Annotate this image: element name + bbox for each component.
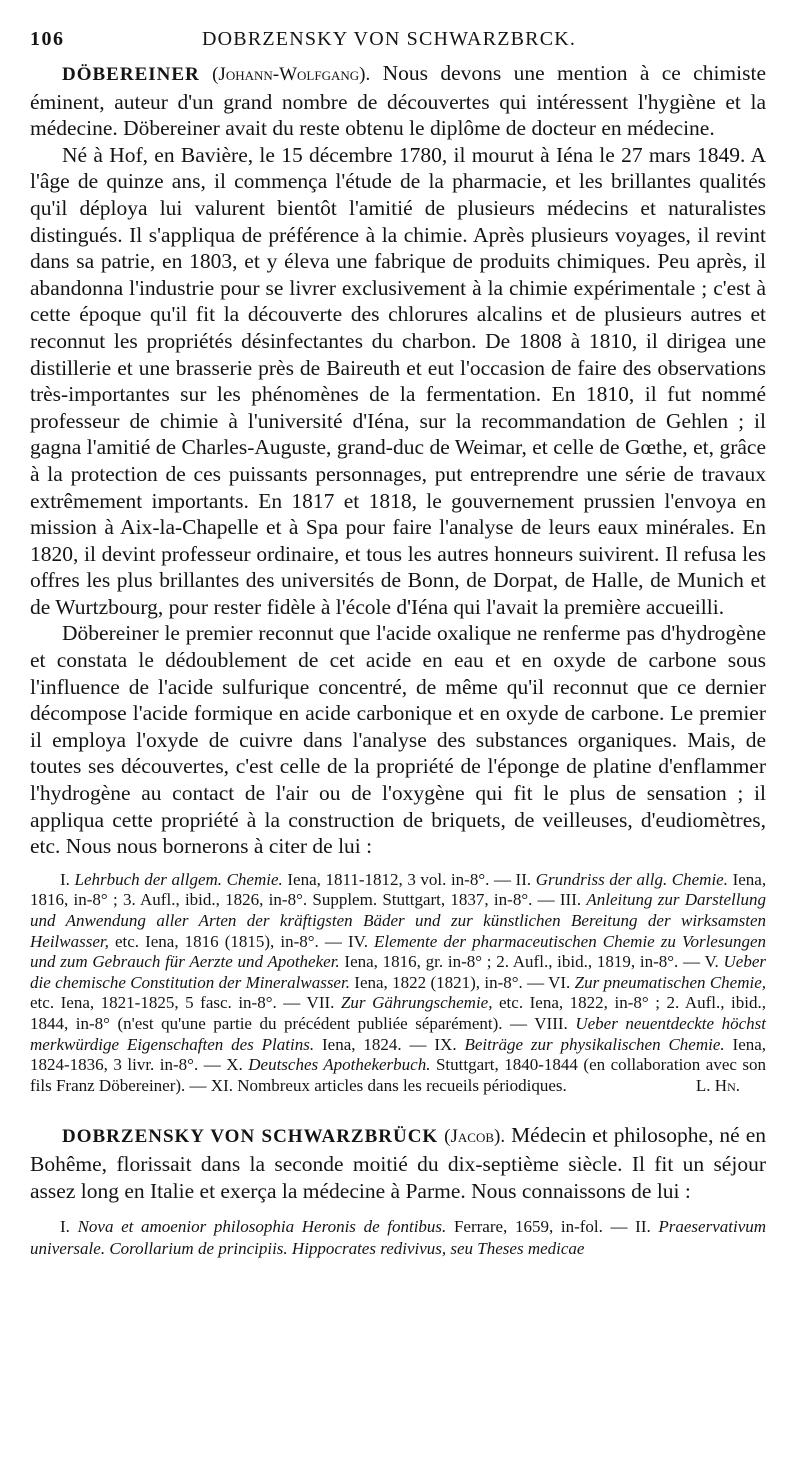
ref-details: Iena, 1816, gr. in-8° ; 2. Aufl., ibid., 1819, in-8°. — V.: [344, 952, 719, 972]
ref-title: Lehrbuch der allgem. Chemie.: [74, 869, 283, 889]
ref-title: Ueber neuentdeckte höchst merkwürdige Eigenschaften des Platins.: [30, 1013, 766, 1054]
ref-numeral: I.: [60, 1217, 70, 1237]
ref-title: Ueber die chemische Constitution der Mineralwasser.: [30, 952, 767, 992]
ref-title: Praeservativum universale. Corollarium de principiis. Hippocrates redivivus, seu Theses medicae: [30, 1217, 767, 1258]
document-page: [30, 18, 766, 1259]
ref-details: Iena, 1824-1836, 3 livr. in-8°. — X.: [30, 1034, 767, 1075]
ref-title: Anleitung zur Darstellung und Anwendung aller Arten der kräftigsten Bäder und zur künstlichen Bereitung der wirksamsten Heilwasser,: [30, 890, 766, 951]
ref-title: Grundriss der allg. Chemie.: [535, 869, 728, 889]
ref-details: Iena, 1816, in-8° ; 3. Aufl., ibid., 1826, in-8°. Supplem. Stuttgart, 1837, in-8°. — III.: [30, 869, 767, 910]
entry-headword: DÖBEREINER: [62, 64, 200, 85]
ref-title: Zur Gährungschemie,: [340, 993, 493, 1013]
entry-headword: DOBRZENSKY VON SCHWARZBRÜCK: [62, 1126, 439, 1148]
bibliography-dobereiner: [30, 870, 766, 1097]
entry-paragraph: Médecin et philosophe, né en Bohême, florissait dans la seconde moitié du dix-septième siècle. Il fit un séjour assez long en Italie et exerça la médecine à Parme. Nous connaissons de lui :: [30, 1123, 766, 1203]
ref-title: Beiträge zur physikalischen Chemie.: [464, 1034, 725, 1054]
ref-details: etc. Iena, 1822, in-8° ; 2. Aufl., ibid., 1844, in-8° (n'est qu'une partie du précédent publiée séparément). — VIII.: [30, 993, 766, 1033]
ref-details: Stuttgart, 1840-1844 (en collaboration avec son fils Franz Döbereiner). — XI. Nombreux articles dans les recueils périodiques.: [30, 1055, 767, 1095]
bibliography-dobrzensky: [30, 1216, 766, 1259]
entry-dobereiner: [30, 60, 766, 860]
entry-paragraph-1: Nous devons une mention à ce chimiste éminent, auteur d'un grand nombre de découvertes qui intéressent l'hygiène et la médecine. Döbereiner avait du reste obtenu le diplôme de docteur en médecine.: [30, 61, 766, 141]
ref-title: Deutsches Apothekerbuch.: [248, 1055, 431, 1075]
ref-title: Nova et amoenior philosophia Heronis de fontibus.: [77, 1217, 447, 1237]
ref-details: Iena, 1811-1812, 3 vol. in-8°. — II.: [287, 869, 532, 889]
author-signature: L. Hn.: [695, 1075, 740, 1095]
entry-paragraph-3: Döbereiner le premier reconnut que l'acide oxalique ne renferme pas d'hydrogène et constata le dédoublement de cet acide en eau et en oxyde de carbone sous l'influence de l'acide sulfurique concentré, de même qu'il reconnut que ce dernier décompose l'acide formique en acide carbonique et en oxyde de carbone. Le premier il employa l'oxyde de cuivre dans l'analyse des substances organiques. Mais, de toutes ses découvertes, c'est celle de la propriété de l'éponge de platine d'enflammer l'hydrogène au contact de l'air ou de l'oxygène qui fit le plus de sensation ; il appliqua cette propriété à la construction de briquets, de veilleuses, d'eudiomètres, etc. Nous nous bornerons à citer de lui :: [30, 621, 766, 859]
ref-numeral: I.: [60, 869, 70, 889]
entry-dobrzensky-text: [30, 1122, 766, 1204]
ref-details: etc. Iena, 1821-1825, 5 fasc. in-8°. — VII.: [30, 993, 335, 1013]
entry-dobereiner-intro: [30, 60, 766, 142]
entry-given-names: (Jacob).: [444, 1126, 506, 1148]
entry-paragraph-2: Né à Hof, en Bavière, le 15 décembre 1780, il mourut à Iéna le 27 mars 1849. A l'âge de quinze ans, il commença l'étude de la pharmacie, et les brillantes qualités qu'il déploya lui valurent bientôt l'amitié de plusieurs médecins et naturalistes distingués. Il s'appliqua de préférence à la chimie. Après plusieurs voyages, il revint dans sa patrie, en 1803, et y éleva une fabrique de produits chimiques. Peu après, il abandonna l'industrie pour se livrer exclusivement à la chimie expérimentale ; c'est à cette époque qu'il fit la découverte des chlorures alcalins et de plusieurs autres et reconnut les propriétés désinfectantes du charbon. De 1808 à 1810, il dirigea une distillerie et une brasserie près de Baireuth et eut l'occasion de faire des observations très-importantes sur les phénomènes de la fermentation. En 1810, il fut nommé professeur de chimie à l'université d'Iéna, sur la recommandation de Gehlen ; il gagna l'amitié de Charles-Auguste, grand-duc de Weimar, et celle de Gœthe, et, grâce à la protection de ces puissants personnages, put entreprendre une série de travaux extrêmement importants. En 1817 et 1818, le gouvernement prussien l'envoya en mission à Aix-la-Chapelle et à Spa pour faire l'analyse de leurs eaux minérales. En 1820, il devint professeur ordinaire, et tous les autres honneurs suivirent. Il refusa les offres les plus brillantes des universités de Bonn, de Dorpat, de Halle, de Munich et de Wurtzbourg, pour rester fidèle à l'école d'Iéna qui l'avait la première accueilli.: [30, 142, 766, 619]
ref-details: Iena, 1822 (1821), in-8°. — VI.: [354, 972, 571, 992]
ref-title: Zur pneumatischen Chemie,: [574, 972, 767, 992]
ref-title: Elemente der pharmaceutischen Chemie zu Vorlesungen und zum Gebrauch für Aerzte und Apotheker.: [30, 931, 767, 972]
entry-dobrzensky: [30, 1122, 766, 1204]
ref-details: Ferrare, 1659, in-fol. — II.: [453, 1217, 651, 1237]
ref-details: Iena, 1824. — IX.: [322, 1034, 457, 1054]
running-head: DOBRZENSKY VON SCHWARZBRCK.: [202, 28, 577, 50]
entry-given-names: (Johann-Wolfgang).: [212, 64, 371, 85]
page-number: 106: [30, 28, 65, 50]
ref-details: etc. Iena, 1816 (1815), in-8°. — IV.: [114, 931, 368, 951]
page-header: [30, 18, 766, 52]
